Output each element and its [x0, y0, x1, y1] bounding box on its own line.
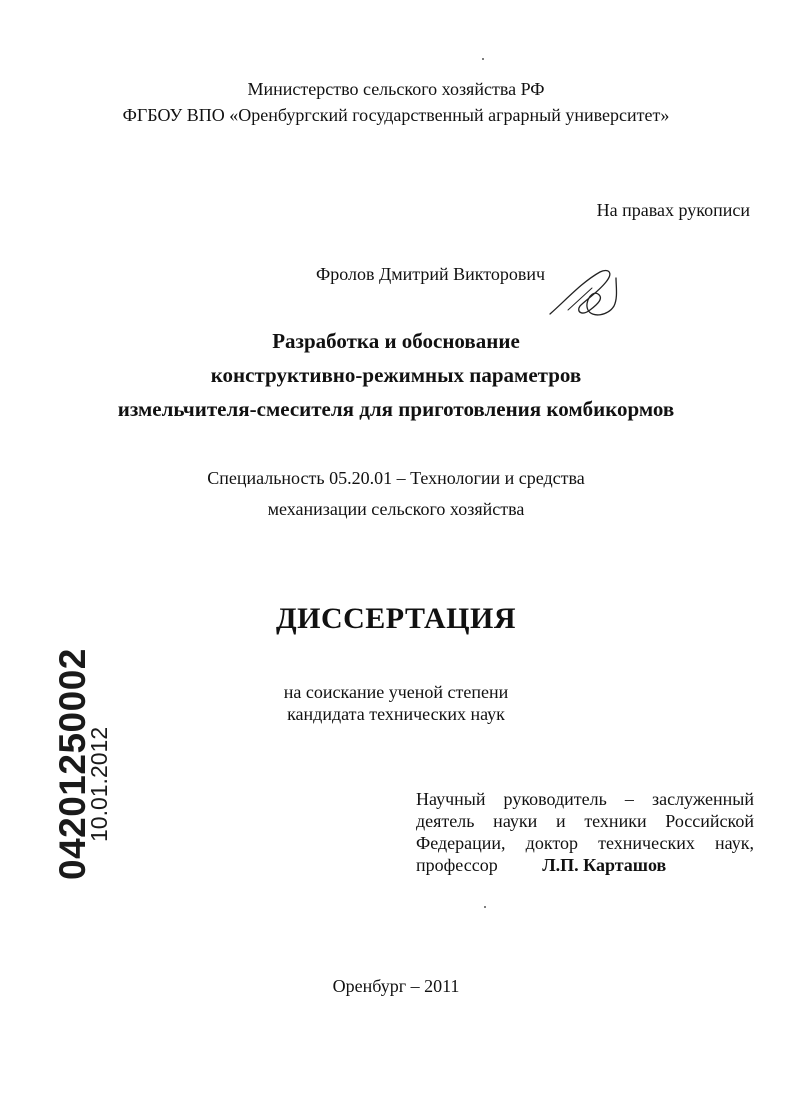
scan-dot: [484, 906, 486, 908]
library-stamp-number: 04201250002: [52, 648, 93, 880]
specialty-line-1: Специальность 05.20.01 – Технологии и средства: [207, 468, 585, 488]
supervisor-line-3: Федерации, доктор технических наук,: [416, 833, 754, 853]
university-heading: ФГБОУ ВПО «Оренбургский государственный аграрный университет»: [122, 105, 670, 125]
library-stamp-date: 10.01.2012: [86, 726, 112, 842]
document-type: ДИССЕРТАЦИЯ: [275, 602, 517, 635]
supervisor-title: профессор: [416, 855, 498, 875]
scan-dot: [482, 58, 484, 60]
signature-image: [548, 266, 620, 322]
degree-line-1: на соискание ученой степени: [283, 682, 509, 702]
supervisor-block: [416, 788, 754, 876]
supervisor-name: Л.П. Карташов: [542, 855, 667, 875]
title-line-2: конструктивно-режимных параметров: [210, 363, 582, 387]
rights-note: На правах рукописи: [596, 200, 750, 220]
city-year: Оренбург – 2011: [332, 976, 460, 996]
supervisor-line-1: Научный руководитель – заслуженный: [416, 789, 754, 809]
supervisor-line-4: [416, 854, 754, 876]
title-line-3: измельчителя-смесителя для приготовления комбикормов: [117, 397, 675, 421]
title-line-1: Разработка и обоснование: [272, 329, 520, 353]
supervisor-line-2: деятель науки и техники Российской: [416, 811, 754, 831]
degree-line-2: кандидата технических наук: [287, 704, 505, 724]
author-name: Фролов Дмитрий Викторович: [316, 264, 546, 284]
specialty-line-2: механизации сельского хозяйства: [267, 499, 525, 519]
ministry-heading: Министерство сельского хозяйства РФ: [247, 79, 545, 99]
